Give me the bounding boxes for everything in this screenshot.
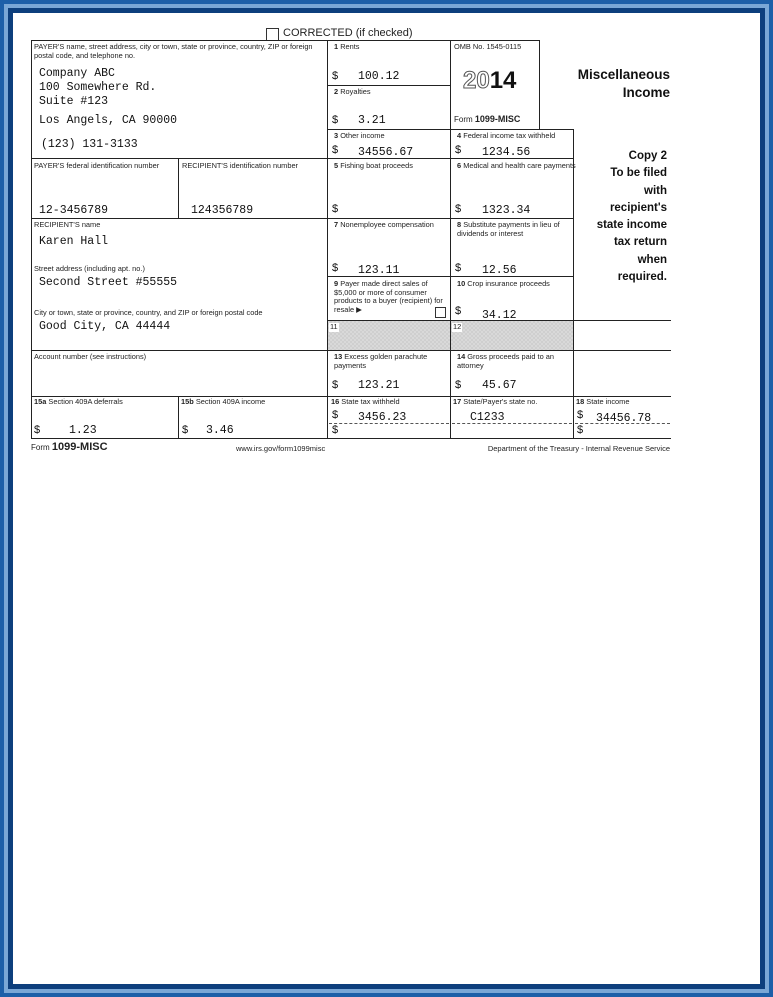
dashed-divider <box>452 423 572 424</box>
grid-line <box>327 40 328 439</box>
year-prefix: 20 <box>463 67 490 94</box>
box14-number: 14 <box>457 352 466 361</box>
box15b-label: Section 409A income <box>195 397 266 406</box>
dollar-sign: $ <box>332 262 339 274</box>
box3-number: 3 <box>334 131 339 140</box>
box10-value: 34.12 <box>482 309 517 322</box>
dashed-divider <box>329 423 449 424</box>
box8-number: 8 <box>457 220 462 229</box>
box12-number: 12 <box>453 322 462 331</box>
dollar-sign: $ <box>455 305 462 317</box>
copy-line: when <box>637 253 667 266</box>
box5-number: 5 <box>334 161 339 170</box>
box8-value: 12.56 <box>482 264 517 277</box>
payer-tin-label: PAYER'S federal identification number <box>34 161 160 170</box>
recipient-tin-label: RECIPIENT'S identification number <box>182 161 299 170</box>
dollar-sign: $ <box>332 70 339 82</box>
recipient-name: Karen Hall <box>39 235 109 248</box>
payer-line: 100 Somewhere Rd. <box>39 81 157 94</box>
box12-shaded <box>451 321 573 350</box>
box4-value: 1234.56 <box>482 146 531 159</box>
payer-tin: 12-3456789 <box>39 204 109 217</box>
box17-value: C1233 <box>470 411 505 424</box>
box13-label: Excess golden parachute payments <box>334 352 428 370</box>
copy-line: Copy 2 <box>628 150 667 162</box>
grid-line <box>31 40 32 439</box>
grid-line <box>450 40 451 439</box>
box2-number: 2 <box>334 87 339 96</box>
grid-line <box>31 350 671 351</box>
document-page <box>13 13 760 984</box>
box3-value: 34556.67 <box>358 146 414 159</box>
copy-instructions <box>575 148 667 286</box>
grid-line <box>178 158 179 218</box>
dollar-sign: $ <box>332 424 339 436</box>
dollar-sign: $ <box>332 409 339 421</box>
dashed-divider <box>575 423 670 424</box>
box15a-label: Section 409A deferrals <box>48 397 123 406</box>
box1-label: Rents <box>340 42 360 51</box>
dollar-sign: $ <box>182 424 189 436</box>
box10-number: 10 <box>457 279 466 288</box>
box4-label: Federal income tax withheld <box>463 131 556 140</box>
box17-number: 17 <box>453 397 462 406</box>
box18-label: State income <box>586 397 630 406</box>
grid-line <box>327 129 574 130</box>
recipient-street: Second Street #55555 <box>39 276 178 289</box>
form-prefix: Form <box>454 115 473 124</box>
box14-value: 45.67 <box>482 379 517 392</box>
dollar-sign: $ <box>332 114 339 126</box>
year-suffix: 14 <box>489 67 517 94</box>
footer-form-prefix: Form <box>31 443 50 452</box>
grid-line <box>573 129 574 439</box>
dollar-sign: $ <box>455 144 462 156</box>
grid-line <box>573 320 671 321</box>
grid-line <box>327 85 450 86</box>
footer-form-name: 1099-MISC <box>51 441 108 453</box>
box6-value: 1323.34 <box>482 204 531 217</box>
box17-label: State/Payer's state no. <box>463 397 538 406</box>
box10-label: Crop insurance proceeds <box>467 279 550 288</box>
box18-number: 18 <box>576 397 585 406</box>
street-label: Street address (including apt. no.) <box>34 264 145 273</box>
copy-line: with <box>644 184 667 197</box>
box9-label: Payer made direct sales of $5,000 or more of consumer products to a buyer (recipient) for resale ▶ <box>334 279 443 314</box>
form-title-line1: Miscellaneous <box>577 67 670 82</box>
box18-value: 34456.78 <box>596 412 652 425</box>
box15a-value: 1.23 <box>69 424 97 437</box>
box16-number: 16 <box>331 397 340 406</box>
dollar-sign: $ <box>332 144 339 156</box>
form-1099-misc <box>13 13 760 984</box>
box15a-number: 15a <box>34 397 47 406</box>
box6-label: Medical and health care payments <box>463 161 576 170</box>
grid-line <box>31 40 539 41</box>
omb-number: OMB No. 1545-0115 <box>454 42 522 51</box>
recipient-city: Good City, CA 44444 <box>39 320 171 333</box>
grid-line <box>178 396 179 439</box>
box16-label: State tax withheld <box>341 397 400 406</box>
copy-line: state income <box>596 219 667 232</box>
copy-line: To be filed <box>610 167 667 180</box>
box7-value: 123.11 <box>358 264 400 277</box>
form-name: 1099-MISC <box>474 114 521 124</box>
payer-line: Suite #123 <box>39 95 109 108</box>
box16-value: 3456.23 <box>358 411 407 424</box>
box14-label: Gross proceeds paid to an attorney <box>457 352 554 370</box>
box13-value: 123.21 <box>358 379 400 392</box>
box7-label: Nonemployee compensation <box>340 220 434 229</box>
box4-number: 4 <box>457 131 462 140</box>
box11-number: 11 <box>330 322 338 331</box>
dollar-sign: $ <box>577 424 584 436</box>
recipient-tin: 124356789 <box>191 204 254 217</box>
box8-label: Substitute payments in lieu of dividends or interest <box>457 220 560 238</box>
box6-number: 6 <box>457 161 462 170</box>
dollar-sign: $ <box>577 409 584 421</box>
tax-year <box>463 67 516 95</box>
payer-line: Los Angels, CA 90000 <box>39 114 178 127</box>
box13-number: 13 <box>334 352 343 361</box>
recipient-name-label: RECIPIENT'S name <box>34 220 101 229</box>
box5-label: Fishing boat proceeds <box>340 161 413 170</box>
payer-phone: (123) 131-3133 <box>41 138 138 151</box>
city-label: City or town, state or province, country, and ZIP or foreign postal code <box>34 308 263 317</box>
corrected-label: CORRECTED (if checked) <box>283 27 413 39</box>
box1-value: 100.12 <box>358 70 400 83</box>
grid-line <box>539 40 540 129</box>
box2-label: Royalties <box>340 87 371 96</box>
box9-checkbox[interactable] <box>435 307 446 318</box>
box3-label: Other income <box>340 131 385 140</box>
copy-line: required. <box>617 271 667 284</box>
box1-number: 1 <box>334 42 339 51</box>
dollar-sign: $ <box>455 262 462 274</box>
payer-label: PAYER'S name, street address, city or town, state or province, country, ZIP or foreign postal code, and telephone no. <box>34 42 313 60</box>
box15b-value: 3.46 <box>206 424 234 437</box>
footer-department: Department of the Treasury - Internal Revenue Service <box>487 444 670 453</box>
grid-line <box>31 438 671 439</box>
box15b-number: 15b <box>181 397 194 406</box>
footer-url: www.irs.gov/form1099misc <box>236 444 326 453</box>
box11-shaded <box>328 321 450 350</box>
box9-number: 9 <box>334 279 339 288</box>
dollar-sign: $ <box>332 379 339 391</box>
box2-value: 3.21 <box>358 114 386 127</box>
dollar-sign: $ <box>332 203 339 215</box>
form-title-line2: Income <box>622 85 670 100</box>
copy-line: recipient's <box>609 201 667 214</box>
grid-line <box>31 218 574 219</box>
dollar-sign: $ <box>455 379 462 391</box>
dollar-sign: $ <box>34 424 41 436</box>
payer-line: Company ABC <box>39 67 115 80</box>
dollar-sign: $ <box>455 203 462 215</box>
account-label: Account number (see instructions) <box>34 352 147 361</box>
box7-number: 7 <box>334 220 339 229</box>
copy-line: tax return <box>613 236 667 249</box>
